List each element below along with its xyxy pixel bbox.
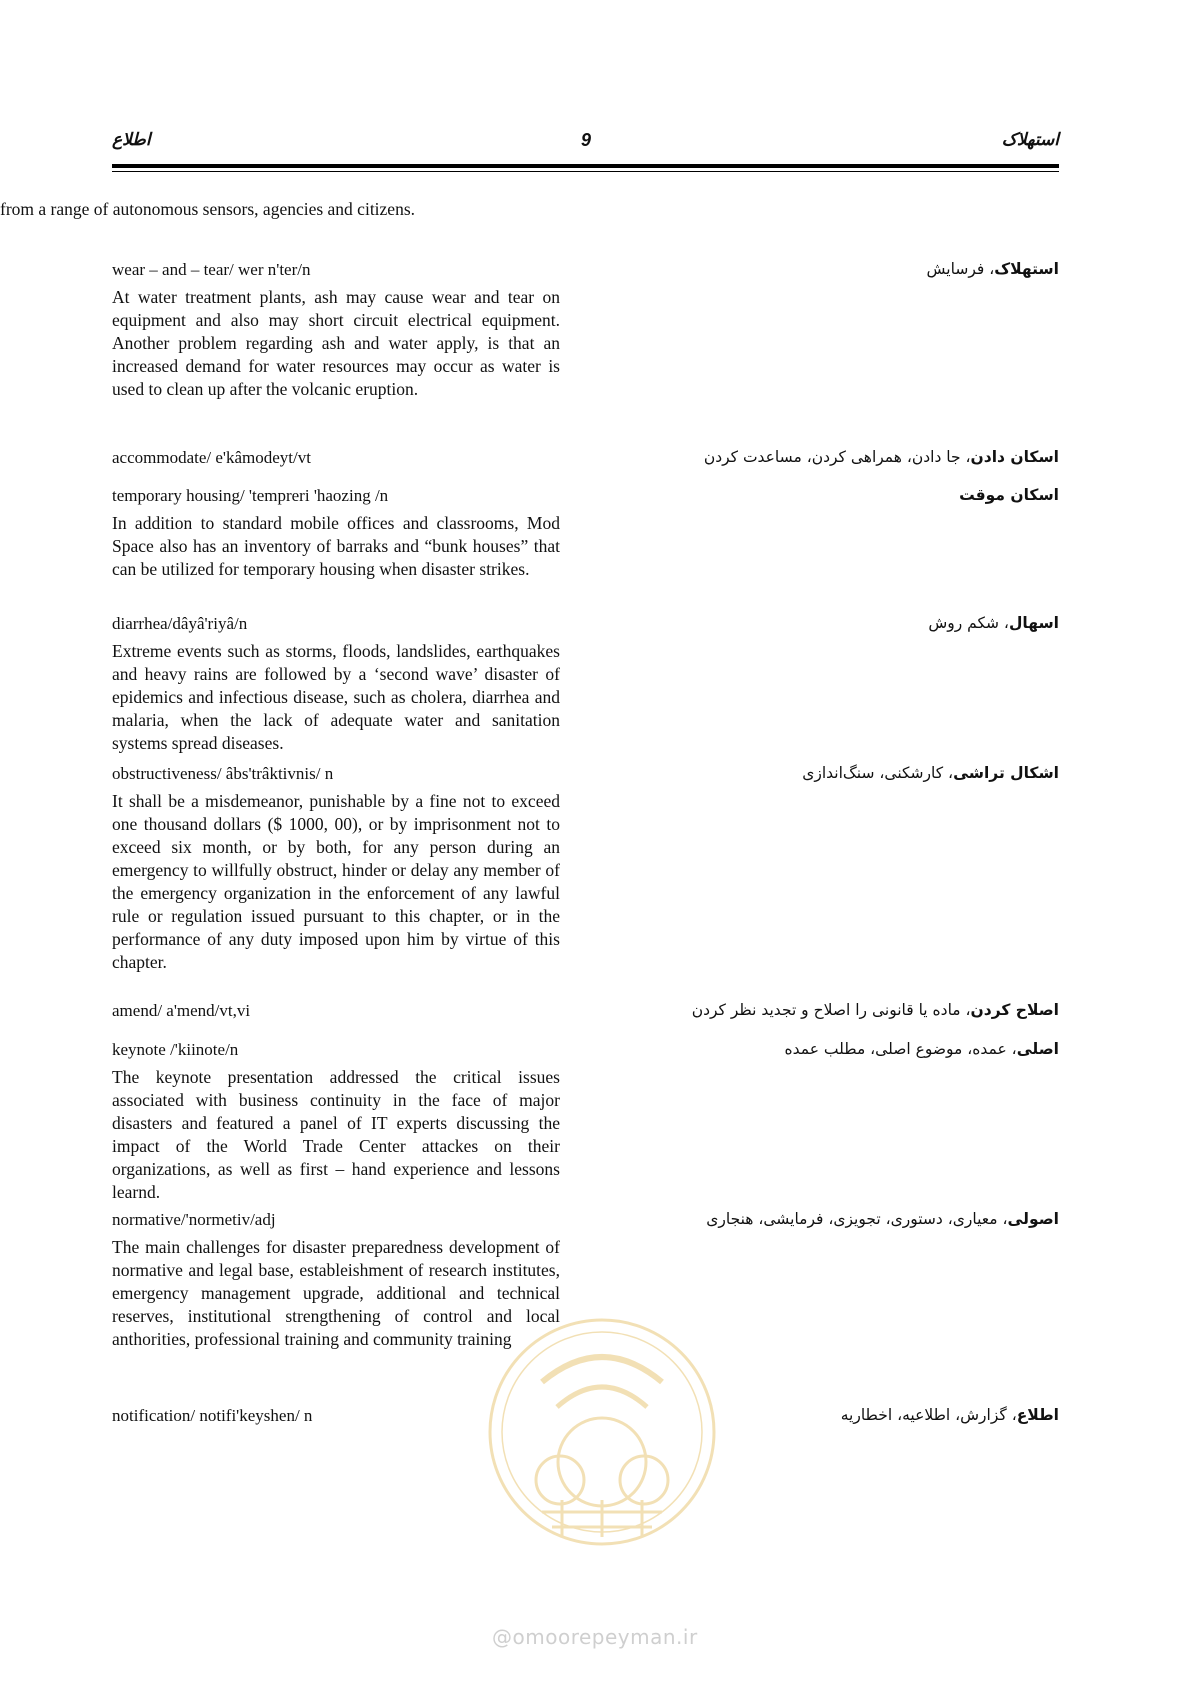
entry-persian xyxy=(589,999,1059,1022)
entry-persian xyxy=(589,1038,1059,1061)
watermark-seal-icon xyxy=(482,1312,722,1552)
entry-example: Extreme events such as storms, floods, landslides, earthquakes and heavy rains are followed by a ‘second wave’ disaster of epidemics and infectious disease, such as cholera, diarrhea and malaria, when the lack of adequate water and sanitation systems spread diseases. xyxy=(112,641,560,753)
entry-persian-term: اسهال xyxy=(1008,614,1059,632)
header-rule-thick xyxy=(112,164,1059,168)
entry-persian xyxy=(589,484,1059,507)
entry-persian xyxy=(589,612,1059,635)
entry-headword: obstructiveness/ âbs'trâktivnis/ n xyxy=(112,764,334,783)
entry-headword: wear – and – tear/ wer n'ter/n xyxy=(112,260,311,279)
entry-persian-definition: ، معیاری، دستوری، تجویزی، فرمایشی، هنجاری xyxy=(706,1210,1008,1228)
running-head-left: اطلاع xyxy=(112,130,151,150)
entry-persian xyxy=(589,258,1059,281)
entry-persian-definition: ، شکم روش xyxy=(928,614,1009,632)
intro-continuation: from a range of autonomous sensors, agencies and citizens. xyxy=(0,199,416,219)
entry-example: The main challenges for disaster preparedness development of normative and legal base, estableishment of research institutes, emergency management upgrade, additional and technical reserves, institutional strengthening of control and local anthorities, professional training and community training xyxy=(112,1237,560,1349)
entry-persian xyxy=(589,446,1059,469)
entry-persian-term: اطلاع xyxy=(1016,1406,1059,1424)
watermark-text: @omoorepeyman.ir xyxy=(492,1625,698,1649)
entry-headword: notification/ notifi'keyshen/ n xyxy=(112,1406,313,1425)
header-rule-thin xyxy=(112,171,1059,172)
running-head-right: استهلاک xyxy=(1001,130,1059,150)
entry-headword: temporary housing/ 'tempreri 'haozing /n xyxy=(112,486,389,505)
entry-example: It shall be a misdemeanor, punishable by a fine not to exceed one thousand dollars ($ 1000, 00), or by imprisonment not to exceed six month, or by both, for any person during an emergency to willfully obstruct, hinder or delay any member of the emergency organization in the enforcement of any lawful rule or regulation issued pursuant to this chapter, or in the performance of any duty imposed upon him by virtue of this chapter. xyxy=(112,791,560,972)
entry-persian-term: استهلاک xyxy=(994,260,1059,278)
entry-persian-definition: ، جا دادن، همراهی کردن، مساعدت کردن xyxy=(703,448,971,466)
entry-persian-term: اصلی xyxy=(1016,1040,1059,1058)
entry-example: In addition to standard mobile offices and classrooms, Mod Space also has an inventory of barraks and “bunk houses” that can be utilized for temporary housing when disaster strikes. xyxy=(112,513,560,579)
entry-persian-term: اشکال تراشی xyxy=(953,764,1059,782)
entry-persian-term: اسکان موقت xyxy=(959,486,1059,504)
entry-headword: diarrhea/dâyâ'riyâ/n xyxy=(112,614,248,633)
entry-headword: keynote /'kiinote/n xyxy=(112,1040,239,1059)
entry-persian xyxy=(589,1208,1059,1231)
entry-example: The keynote presentation addressed the critical issues associated with business continuity in the face of major disasters and featured a panel of IT experts discussing the impact of the World Trade Center attackes on their organizations, as well as first – hand experience and lessons learnd. xyxy=(112,1067,560,1202)
entry-headword: accommodate/ e'kâmodeyt/vt xyxy=(112,448,311,467)
page-number: 9 xyxy=(581,130,592,150)
entry-headword: normative/'normetiv/adj xyxy=(112,1210,276,1229)
entry-persian-term: اسکان دادن xyxy=(970,448,1059,466)
entry-example: At water treatment plants, ash may cause wear and tear on equipment and also may short circuit electrical equipment. Another problem regarding ash and water apply, is that an increased demand for water resources may occur as water is used to clean up after the volcanic eruption. xyxy=(112,287,560,399)
entry-persian-term: اصلاح کردن xyxy=(970,1001,1059,1019)
entry-persian-definition: ، عمده، موضوع اصلی، مطلب عمده xyxy=(784,1040,1017,1058)
entry-persian-definition: ، فرسایش xyxy=(926,260,995,278)
entry-persian-definition: ، گزارش، اطلاعیه، اخطاریه xyxy=(840,1406,1017,1424)
entry-persian xyxy=(589,762,1059,785)
entry-persian-definition: ، ماده یا قانونی را اصلاح و تجدید نظر کردن xyxy=(691,1001,971,1019)
entry-persian-term: اصولی xyxy=(1007,1210,1059,1228)
entry-headword: amend/ a'mend/vt,vi xyxy=(112,1001,251,1020)
entry-persian-definition: ، کارشکنی، سنگ‌اندازی xyxy=(802,764,954,782)
